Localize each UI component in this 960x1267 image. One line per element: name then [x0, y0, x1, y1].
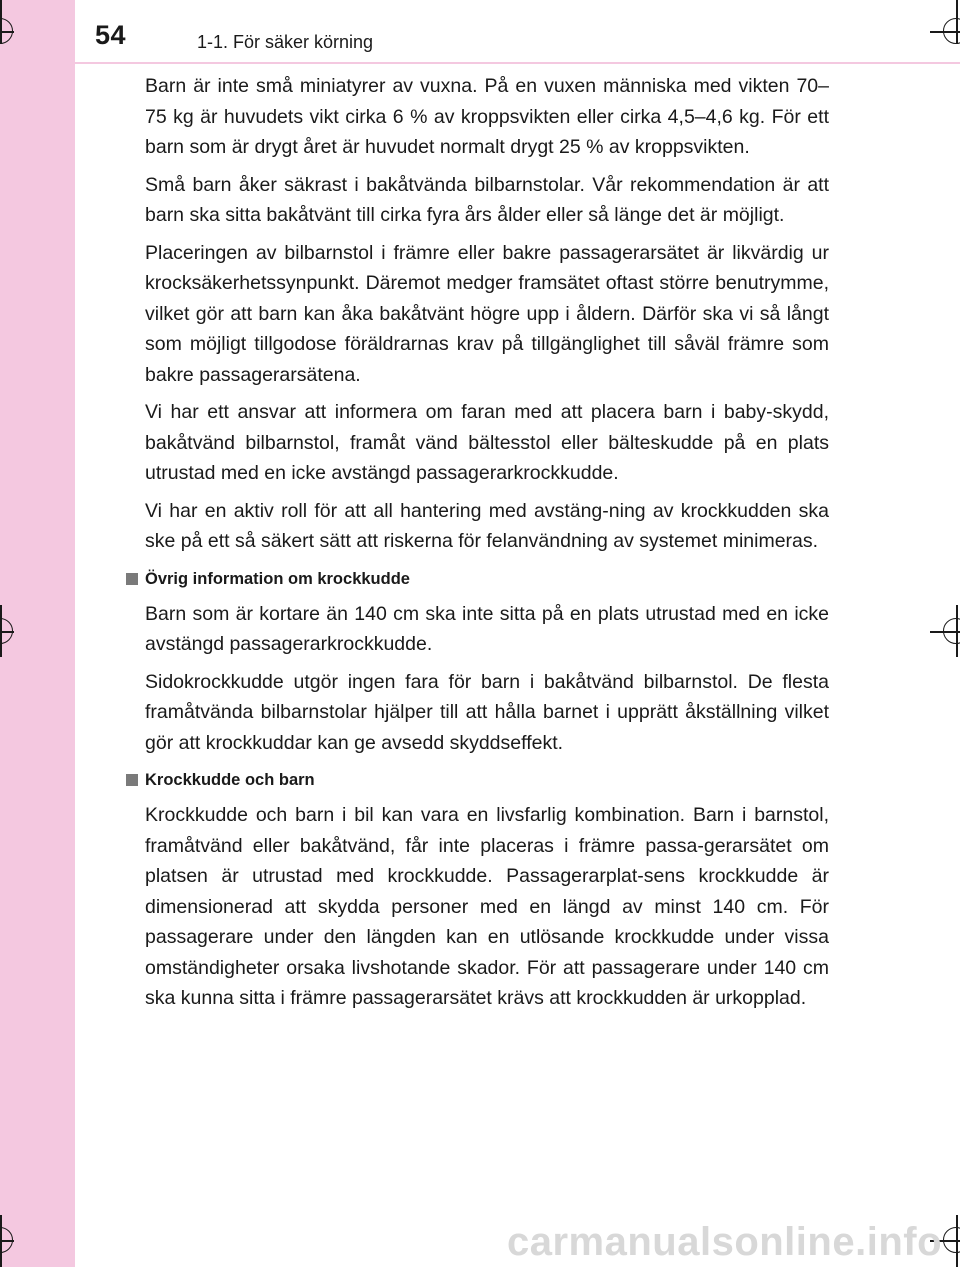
- subheading-text: Krockkudde och barn: [145, 771, 315, 789]
- paragraph: Barn som är kortare än 140 cm ska inte sitta på en plats utrustad med en icke avstängd passagerarkrockkudde.: [145, 602, 829, 655]
- registration-line: [0, 605, 2, 657]
- section-title: 1-1. För säker körning: [197, 32, 374, 52]
- page-number: 54: [95, 20, 127, 50]
- paragraph: Sidokrockkudde utgör ingen fara för barn i bakåtvänd bilbarnstol. De flesta framåtvända bilbarnstolar hjälper till att hålla barnet i upprätt åkställning vilket gör att krockkuddar kan ge avsedd skyddseffekt.: [145, 670, 829, 754]
- registration-line: [0, 31, 14, 33]
- paragraph: Vi har en aktiv roll för att all hantering med avstäng-ning av krockkudden ska ske på ett så säkert sätt att riskerna för felanvändning av systemet minimeras.: [145, 499, 829, 552]
- page-content: [145, 71, 829, 1021]
- square-bullet-icon: [126, 774, 138, 786]
- registration-line: [956, 1215, 958, 1267]
- subheading-text: Övrig information om krockkudde: [145, 569, 410, 588]
- watermark: carmanualsonline.info: [506, 1220, 942, 1264]
- subheading-ovrig-information: [126, 567, 829, 591]
- page-header: [0, 0, 960, 75]
- header-rule: [75, 62, 960, 64]
- square-bullet-icon: [126, 573, 138, 585]
- registration-line: [956, 0, 958, 44]
- paragraph: Barn är inte små miniatyrer av vuxna. På en vuxen människa med vikten 70–75 kg är huvudets vikt cirka 6 % av kroppsvikten eller cirka 4,5–4,6 kg. För ett barn som är drygt året är huvudet normalt drygt 25 % av kroppsvikten.: [145, 75, 829, 158]
- registration-line: [0, 631, 14, 633]
- subheading-krockkudde-och-barn: [126, 768, 829, 792]
- registration-line: [0, 1240, 14, 1242]
- paragraph: Vi har ett ansvar att informera om faran med att placera barn i baby-skydd, bakåtvänd bilbarnstol, framåt vänd bältesstol eller bälteskudde på en plats utrustad med en icke avstängd passagerarkrockkudde.: [145, 401, 829, 484]
- registration-line: [0, 0, 2, 44]
- registration-line: [0, 1215, 2, 1267]
- paragraph: Placeringen av bilbarnstol i främre eller bakre passagerarsätet är likvärdig ur krocksäkerhetssynpunkt. Däremot medger framsätet oftast större benutrymme, vilket gör att barn kan åka bakåtvänt högre upp i åldern. Därför ska vi så långt som möjligt tillgodose föräldrarnas krav på tillgänglighet till såväl främre som bakre passagerarsätena.: [145, 241, 829, 386]
- registration-line: [956, 605, 958, 657]
- paragraph: Krockkudde och barn i bil kan vara en livsfarlig kombination. Barn i barnstol, framåtvänd eller bakåtvänd, får inte placeras i främre passa-gerarsätet om platsen är utrustad med krockkudde. Passagerarplat-sens krockkudde är dimensionerad att skydda personer med en längd av minst 140 cm. För passagerare under den längden kan en utlösande krockkudde under vissa omständigheter orsaka livshotande skador. För att passagerare under 140 cm ska kunna sitta i främre passagerarsätet krävs att krockkudden är urkopplad.: [145, 804, 829, 1009]
- paragraph: Små barn åker säkrast i bakåtvända bilbarnstolar. Vår rekommendation är att barn ska sitta bakåtvänt till cirka fyra års ålder eller så länge det är möjligt.: [145, 173, 829, 226]
